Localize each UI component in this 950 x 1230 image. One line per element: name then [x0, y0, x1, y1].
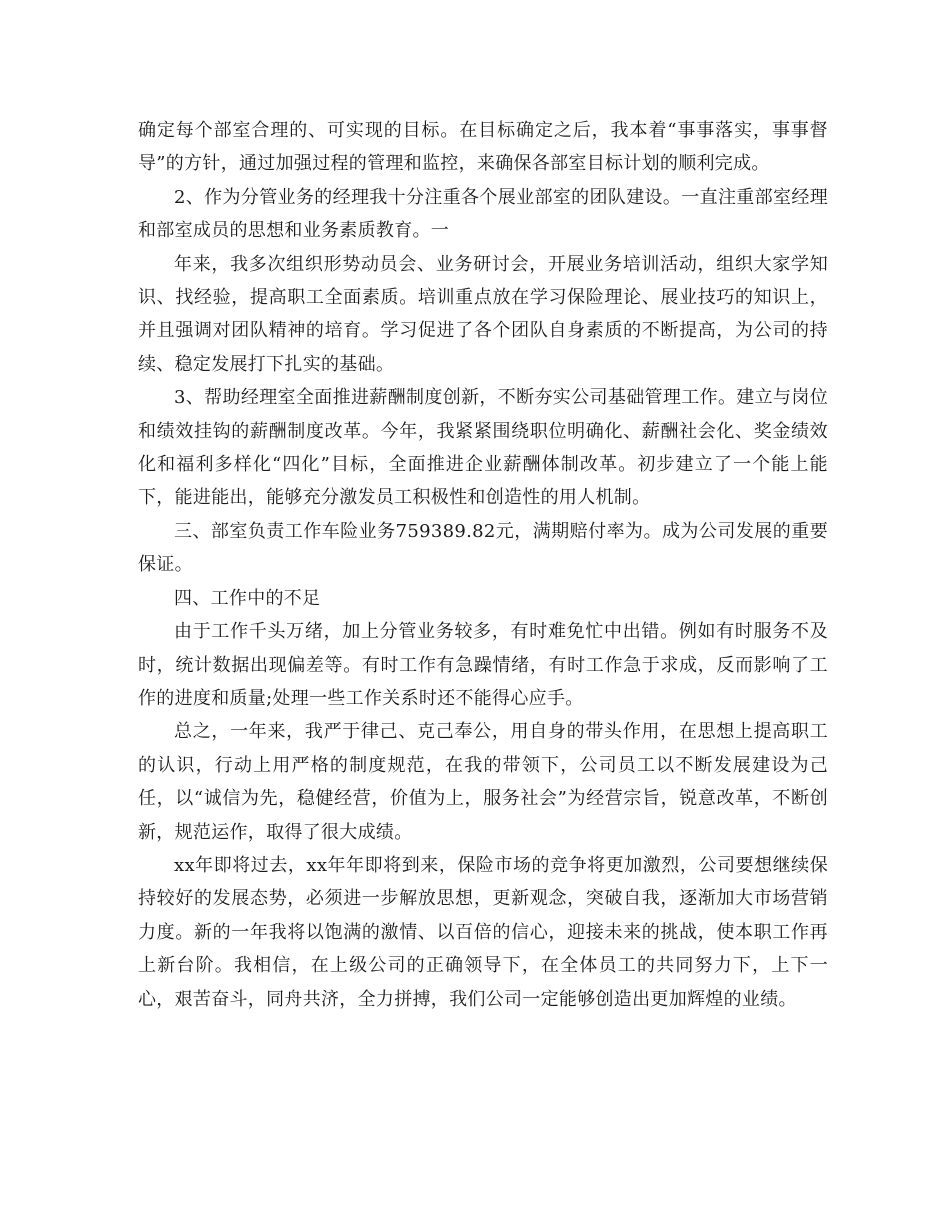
paragraph: xx年即将过去，xx年年即将到来，保险市场的竞争将更加激烈，公司要想继续保持较好的发展态势，必须进一步解放思想，更新观念，突破自我，逐渐加大市场营销力度。新的一年我将以饱满的激情、以百倍的信心，迎接未来的挑战，使本职工作再上新台阶。我相信，在上级公司的正确领导下，在全体员工的共同努力下，上下一心，艰苦奋斗，同舟共济，全力拼搏，我们公司一定能够创造出更加辉煌的业绩。 — [138, 854, 828, 1010]
paragraph: 3、帮助经理室全面推进薪酬制度创新，不断夯实公司基础管理工作。建立与岗位和绩效挂钩的薪酬制度改革。今年，我紧紧围绕职位明确化、薪酬社会化、奖金绩效化和福利多样化“四化”目标，全面推进企业薪酬体制改革。初步建立了一个能上能下，能进能出，能够充分激发员工积极性和创造性的用人机制。 — [138, 387, 828, 509]
document-body — [138, 114, 828, 1016]
paragraph: 2、作为分管业务的经理我十分注重各个展业部室的团队建设。一直注重部室经理和部室成员的思想和业务素质教育。一 — [138, 186, 828, 242]
paragraph: 总之，一年来，我严于律己、克己奉公，用自身的带头作用，在思想上提高职工的认识，行动上用严格的制度规范，在我的带领下，公司员工以不断发展建设为己任，以“诚信为先，稳健经营，价值为上，服务社会”为经营宗旨，锐意改革，不断创新，规范运作，取得了很大成绩。 — [138, 721, 828, 843]
paragraph: 由于工作千头万绪，加上分管业务较多，有时难免忙中出错。例如有时服务不及时，统计数据出现偏差等。有时工作有急躁情绪，有时工作急于求成，反而影响了工作的进度和质量;处理一些工作关系时还不能得心应手。 — [138, 621, 828, 709]
paragraph: 年来，我多次组织形势动员会、业务研讨会，开展业务培训活动，组织大家学知识、找经验，提高职工全面素质。培训重点放在学习保险理论、展业技巧的知识上，并且强调对团队精神的培育。学习促进了各个团队自身素质的不断提高，为公司的持续、稳定发展打下扎实的基础。 — [138, 253, 828, 375]
paragraph: 三、部室负责工作车险业务759389.82元，满期赔付率为。成为公司发展的重要保证。 — [138, 520, 828, 576]
section-heading: 四、工作中的不足 — [174, 587, 321, 609]
paragraph: 确定每个部室合理的、可实现的目标。在目标确定之后，我本着“事事落实，事事督导”的方针，通过加强过程的管理和监控，来确保各部室目标计划的顺利完成。 — [138, 120, 828, 175]
